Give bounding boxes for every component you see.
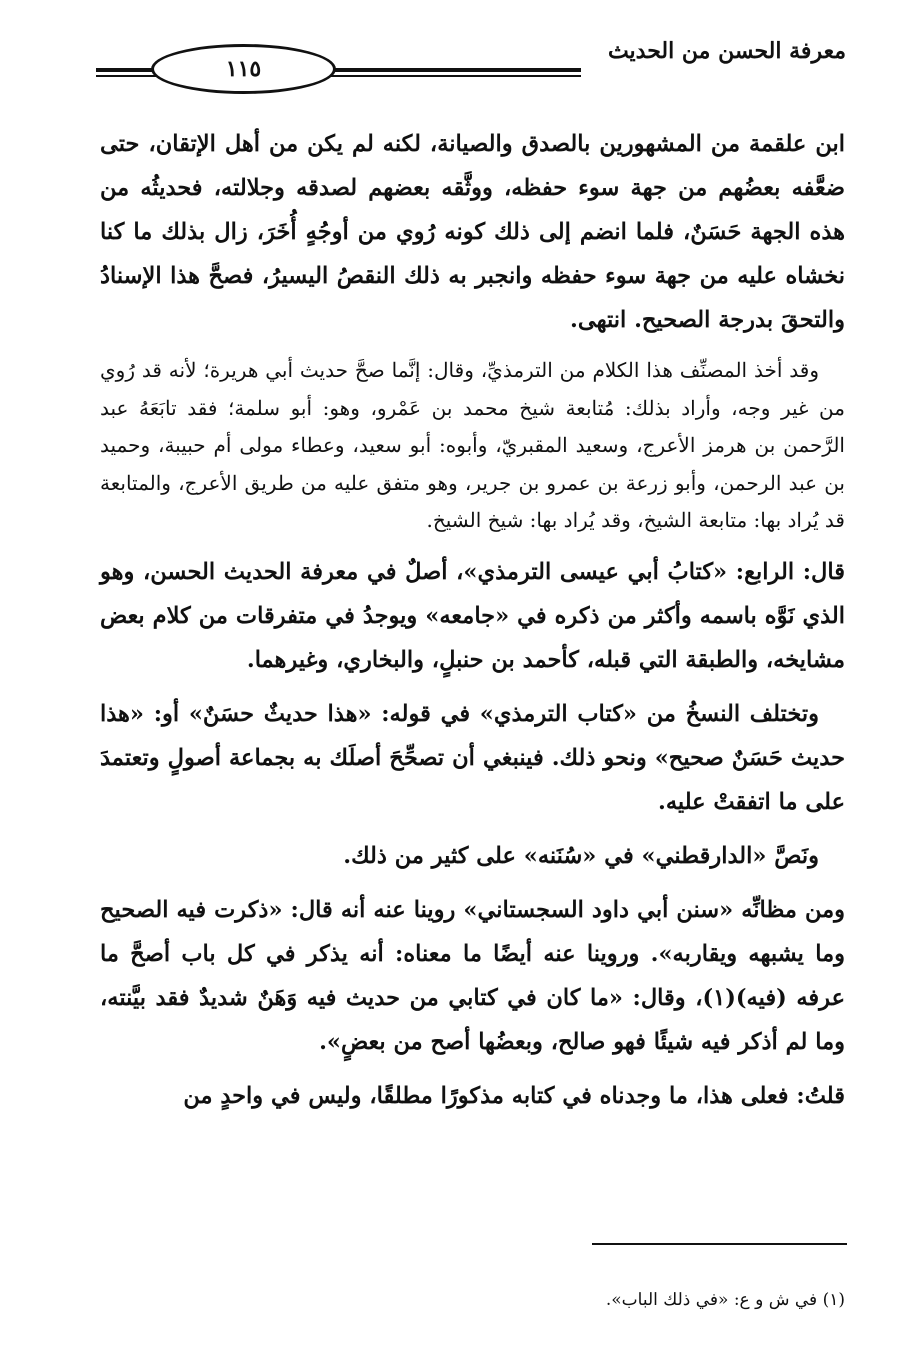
running-title: معرفة الحسن من الحديث — [607, 38, 846, 64]
page-number-oval — [151, 44, 336, 94]
paragraph-7: قلتُ: فعلى هذا، ما وجدناه في كتابه مذكورًا مطلقًا، وليس في واحدٍ من — [183, 1082, 845, 1109]
paragraph-2: وقد أخذ المصنِّف هذا الكلام من الترمذيِّ، وقال: إنَّما صحَّ حديث أبي هريرة؛ لأنه قد رُوي من غير وجه، وأراد بذلك: مُتابعة شيخ محمد بن عَمْرو، وهو: أبو سلمة؛ فقد تابَعَهُ عبد الرَّحمن بن هرمز الأعرج، وسعيد المقبريّ، وأبوه: أبو سعيد، وعطاء مولى أم حبيبة، وحميد بن عبد الرحمن، وأبو زرعة بن عمرو بن جرير، وهو متفق عليه من طريق الأعرج، والمتابعة قد يُراد بها: متابعة الشيخ، وقد يُراد بها: شيخ الشيخ. — [100, 358, 845, 532]
page-number: ١١٥ — [225, 56, 262, 82]
paragraph-4: وتختلف النسخُ من «كتاب الترمذي» في قوله: «هذا حديثٌ حسَنٌ» أو: «هذا حديث حَسَنٌ صحيح» ونحو ذلك. فينبغي أن تصحِّحَ أصلَك به بجماعة أصولٍ وتعتمدَ على ما اتفقتْ عليه. — [100, 700, 845, 815]
footnote-separator — [592, 1243, 847, 1245]
main-text — [100, 122, 845, 1118]
paragraph-6: ومن مظانِّه «سنن أبي داود السجستاني» روينا عنه أنه قال: «ذكرت فيه الصحيح وما يشبهه ويقاربه». وروينا عنه أيضًا ما معناه: أنه يذكر في كل باب أصحَّ ما عرفه (فيه)(١)، وقال: «ما كان في كتابي من حديث فيه وَهَنٌ شديدٌ فقد بيَّنته، وما لم أذكر فيه شيئًا فهو صالح، وبعضُها أصح من بعضٍ». — [100, 896, 845, 1055]
paragraph-1: ابن علقمة من المشهورين بالصدق والصيانة، لكنه لم يكن من أهل الإتقان، حتى ضعَّفه بعضُهم من جهة سوء حفظه، ووثَّقه بعضهم لصدقه وجلالته، فحديثُه من هذه الجهة حَسَنٌ، فلما انضم إلى ذلك كونه رُوي من أوجُهٍ أُخَرَ، زال بذلك ما كنا نخشاه عليه من جهة سوء حفظه وانجبر به ذلك النقصُ اليسيرُ، فصحَّ هذا الإسنادُ والتحقَ بدرجة الصحيح. انتهى. — [100, 131, 845, 333]
running-header — [96, 38, 846, 98]
paragraph-5: ونَصَّ «الدارقطني» في «سُنَنه» على كثير من ذلك. — [343, 842, 819, 869]
paragraph-3: قال: الرابع: «كتابُ أبي عيسى الترمذي»، أصلٌ في معرفة الحديث الحسن، وهو الذي نَوَّه باسمه وأكثر من ذكره في «جامعه» ويوجدُ في متفرقات من كلام بعض مشايخه، والطبقة التي قبله، كأحمد بن حنبلٍ، والبخاري، وغيرهما. — [100, 558, 845, 673]
footnote-1: (١) في ش و ع: «في ذلك الباب». — [605, 1290, 845, 1310]
